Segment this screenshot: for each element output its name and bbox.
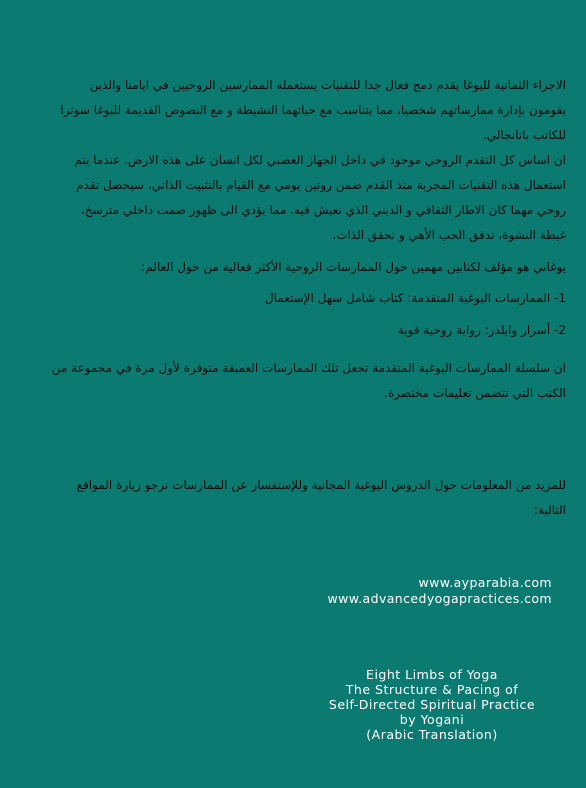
author-paragraph: يوغاني هو مؤلف لكتابين مهمين حول الممارسات الروحية الأكثر فعالية من حول العالم:	[141, 260, 566, 274]
intro-paragraph: الاجزاء الثمانية لليوغا يقدم دمج فعال جدا للتقنيات يستعمله الممارسين الروحيين في ايامنا والذين يقومون بإدارة ممارساتهم شخصيا، مما يتناسب مع حياتهما النشيطة و مع النصوص القديمة لليوغا سوترا للكاتب باتانجالي.	[60, 78, 566, 142]
website-link-advancedyogapractices[interactable]: www.advancedyogapractices.com	[327, 591, 552, 606]
more-info-paragraph: للمزيد من المعلومات حول الدروس اليوغية المجانية وللإستفسار عن الممارسات نرجو زيارة المواقع التالية:	[76, 478, 566, 517]
website-link-ayparabia[interactable]: www.ayparabia.com	[418, 575, 552, 590]
book-translation-note: (Arabic Translation)	[366, 727, 498, 742]
book-title-line-2: The Structure & Pacing of	[345, 682, 519, 697]
book-title-line-3: Self-Directed Spiritual Practice	[328, 697, 536, 712]
book-author-line: by Yogani	[399, 712, 465, 727]
basis-paragraph: ان اساس كل التقدم الروحي موجود في داخل الجهاز العصبي لكل انسان على هذه الارض. عندما يتم استعمال هذه التقنيات المجربة منذ القدم ضمن روتين يومي مع القيام بالتثبيت الذاتي، سيحصل تقدم روحي مهما كان الاطار الثقافي و الديني الذي نعيش فيه. مما يؤدي الى ظهور صمت داخلي مترسخ، غبطة النشوة، تدفق الحب الأهي و تحقق الذات.	[74, 153, 566, 242]
book-title-block	[312, 667, 552, 742]
book-list-item-2: 2- أسرار وايلدر: رواية روحية قوية	[397, 323, 566, 337]
book-title-line-1: Eight Limbs of Yoga	[366, 667, 498, 682]
book-list-item-1: 1- الممارسات اليوغية المتقدمة: كتاب شامل سهل الإستعمال	[264, 291, 566, 305]
website-links	[327, 575, 552, 607]
series-paragraph: ان سلسلة الممارسات اليوغية المتقدمة تجعل تلك الممارسات العميقة متوفرة لأول مرة في مجموعة من الكتب التي تتضمن تعليمات مختصرة.	[51, 361, 566, 400]
